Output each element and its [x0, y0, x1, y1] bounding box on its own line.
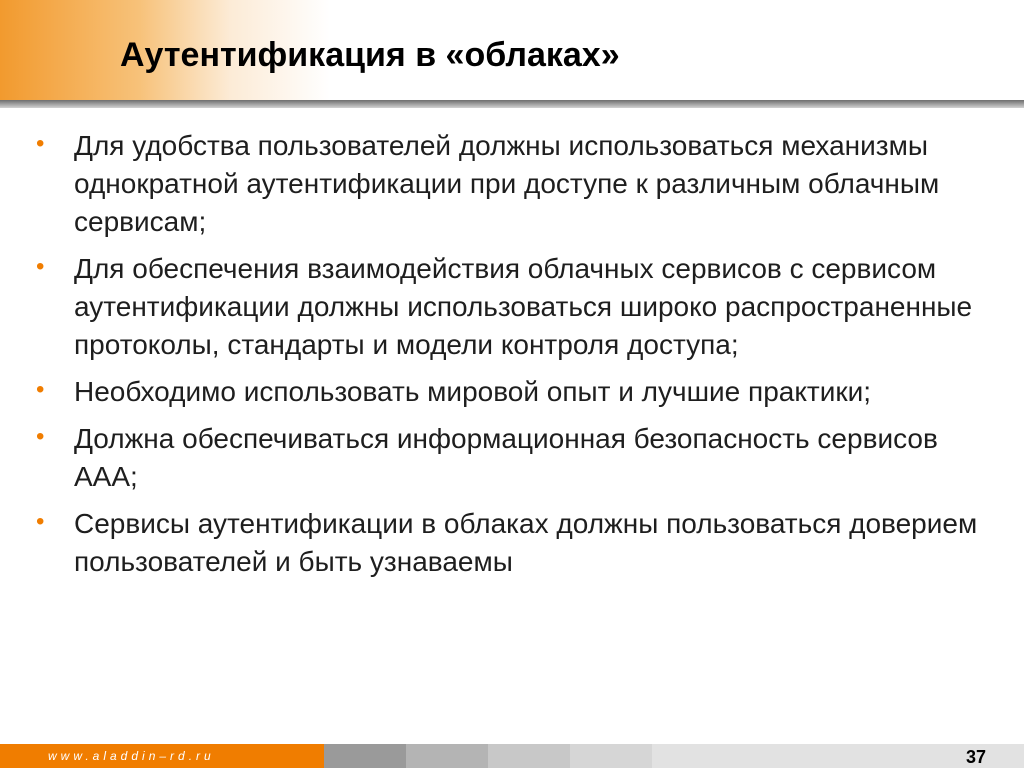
bullet-text: Сервисы аутентификации в облаках должны пользоваться доверием пользователей и быть узнаваемы — [74, 508, 978, 577]
footer-gray-segment — [324, 744, 406, 768]
footer-website-link[interactable]: www.aladdin–rd.ru — [48, 749, 215, 763]
bullet-dot-icon: • — [36, 376, 45, 403]
bullet-dot-icon: • — [36, 508, 45, 535]
bullet-item — [0, 127, 1024, 241]
footer-gray-segment — [570, 744, 652, 768]
footer-bar — [0, 744, 1024, 768]
slide-title: Аутентификация в «облаках» — [120, 36, 620, 74]
bullet-item — [0, 373, 1024, 411]
bullet-text: Для обеспечения взаимодействия облачных сервисов с сервисом аутентификации должны использоваться широко распространенные протоколы, стандарты и модели контроля доступа; — [74, 253, 973, 360]
footer-gray-segment — [406, 744, 488, 768]
bullet-dot-icon: • — [36, 130, 45, 157]
bullet-item — [0, 505, 1024, 581]
bullet-text: Для удобства пользователей должны использоваться механизмы однократной аутентификации при доступе к различным облачным сервисам; — [74, 130, 940, 237]
bullet-list — [0, 127, 1024, 590]
bullet-item — [0, 420, 1024, 496]
bullet-text: Должна обеспечиваться информационная безопасность сервисов ААА; — [74, 423, 938, 492]
page-number: 37 — [965, 747, 986, 767]
header-divider — [0, 100, 1024, 108]
bullet-dot-icon: • — [36, 423, 45, 450]
header-band — [0, 0, 1024, 104]
bullet-text: Необходимо использовать мировой опыт и лучшие практики; — [74, 376, 872, 407]
bullet-item — [0, 250, 1024, 364]
bullet-dot-icon: • — [36, 253, 45, 280]
footer-gray-segment — [488, 744, 570, 768]
